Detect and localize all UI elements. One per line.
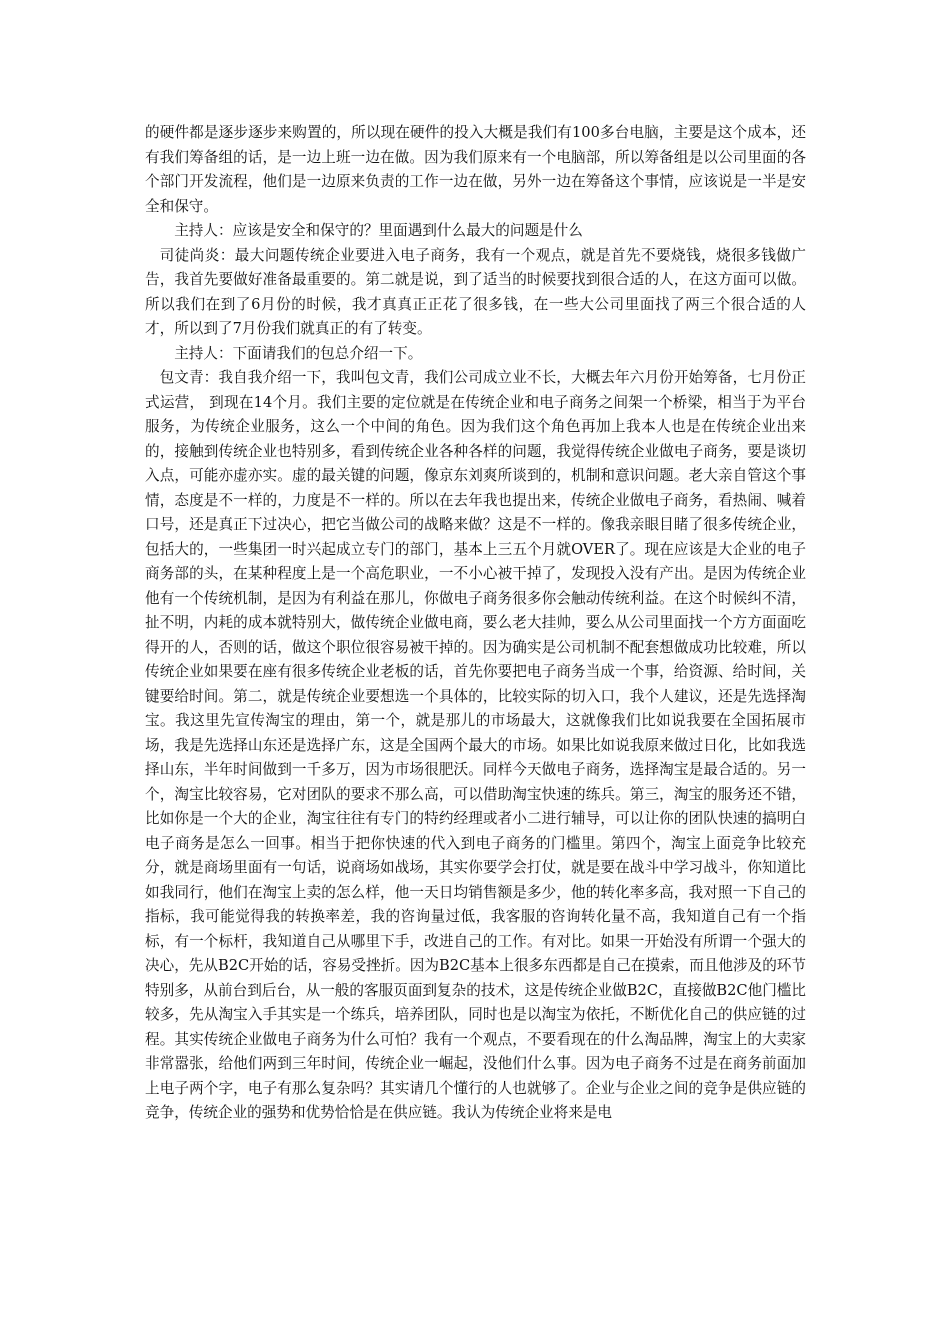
paragraph-situ-answer: 司徒尚炎：最大问题传统企业要进入电子商务，我有一个观点，就是首先不要烧钱，烧很多钱做广告，我首先要做好准备最重要的。第二就是说，到了适当的时候要找到很合适的人，在这方面可以做。所以我们在到了6月份的时候，我才真真正正花了很多钱，在一些大公司里面找了两三个很合适的人才，所以到了7月份我们就真正的有了转变。 [145, 246, 806, 337]
paragraph-host-question: 主持人：应该是安全和保守的？里面遇到什么最大的问题是什么 [174, 222, 583, 239]
paragraph-bao-speech: 包文青：我自我介绍一下，我叫包文青，我们公司成立业不长，大概去年六月份开始筹备，七月份正式运营， 到现在14个月。我们主要的定位就是在传统企业和电子商务之间架一个桥梁，相当于为平台服务，为传统企业服务，这么一个中间的角色。因为我们这个角色再加上我本人也是在传统企业出来的，接触到传统企业也特别多，看到传统企业各种各样的问题，我觉得传统企业做电子商务，要是谈切入点，可能亦虚亦实。虚的最关键的问题，像京东刘爽所谈到的，机制和意识问题。老大亲自管这个事情，态度是不一样的，力度是不一样的。所以在去年我也提出来，传统企业做电子商务，看热闹、喊着口号，还是真正下过决心，把它当做公司的战略来做？这是不一样的。像我亲眼目睹了很多传统企业，包括大的，一些集团一时兴起成立专门的部门，基本上三五个月就OVER了。现在应该是大企业的电子商务部的头，在某种程度上是一个高危职业，一不小心被干掉了，发现投入没有产出。是因为传统企业他有一个传统机制，是因为有利益在那儿，你做电子商务很多你会触动传统利益。在这个时候纠不清，扯不明，内耗的成本就特别大，做传统企业做电商，要么老大挂帅，要么从公司里面找一个方方面面吃得开的人，否则的话，做这个职位很容易被干掉的。因为确实是公司机制不配套想做成功比较难，所以传统企业如果要在座有很多传统企业老板的话，首先你要把电子商务当成一个事，给资源、给时间，关键要给时间。第二，就是传统企业要想选一个具体的，比较实际的切入口，我个人建议，还是先选择淘宝。我这里先宣传淘宝的理由，第一个，就是那儿的市场最大，这就像我们比如说我要在全国拓展市场，我是先选择山东还是选择广东，这是全国两个最大的市场。如果比如说我原来做过日化，比如我选择山东，半年时间做到一千多万，因为市场很肥沃。同样今天做电子商务，选择淘宝是最合适的。另一个，淘宝比较容易，它对团队的要求不那么高，可以借助淘宝快速的练兵。第三，淘宝的服务还不错，比如你是一个大的企业，淘宝往往有专门的特约经理或者小二进行辅导，可以让你的团队快速的搞明白电子商务是怎么一回事。相当于把你快速的代入到电子商务的门槛里。第四个，淘宝上面竞争比较充分，就是商场里面有一句话，说商场如战场，其实你要学会打仗，就是要在战斗中学习战斗，你知道比如我同行，他们在淘宝上卖的怎么样，他一天日均销售额是多少，他的转化率多高，我对照一下自己的指标，我可能觉得我的转换率差，我的咨询量过低，我客服的咨询转化量不高，我知道自己有一个指标，有一个标杆，我知道自己从哪里下手，改进自己的工作。有对比。如果一开始没有所谓一个强大的决心，先从B2C开始的话，容易受挫折。因为B2C基本上很多东西都是自己在摸索，而且他涉及的环节特别多，从前台到后台，从一般的客服页面到复杂的技术，这是传统企业做B2C，直接做B2C他门槛比较多，先从淘宝入手其实是一个练兵，培养团队，同时也是以淘宝为依托，不断优化自己的供应链的过程。其实传统企业做电子商务为什么可怕？我有一个观点，不要看现在的什么淘品牌，淘宝上的大卖家非常嚣张，给他们两到三年时间，传统企业一崛起，没他们什么事。因为电子商务不过是在商务前面加上电子两个字，电子有那么复杂吗？其实请几个懂行的人也就够了。企业与企业之间的竞争是供应链的竞争，传统企业的强势和优势恰恰是在供应链。我认为传统企业将来是电 [145, 369, 806, 1121]
paragraph-hardware-cost: 的硬件都是逐步逐步来购置的，所以现在硬件的投入大概是我们有100多台电脑，主要是这个成本，还有我们筹备组的话，是一边上班一边在做。因为我们原来有一个电脑部，所以筹备组是以公司里面的各个部门开发流程，他们是一边原来负责的工作一边在做，另外一边在筹备这个事情，应该说是一半是安全和保守。 [145, 124, 806, 215]
paragraph-host-intro: 主持人：下面请我们的包总介绍一下。 [174, 344, 423, 362]
document-page [145, 121, 806, 1126]
